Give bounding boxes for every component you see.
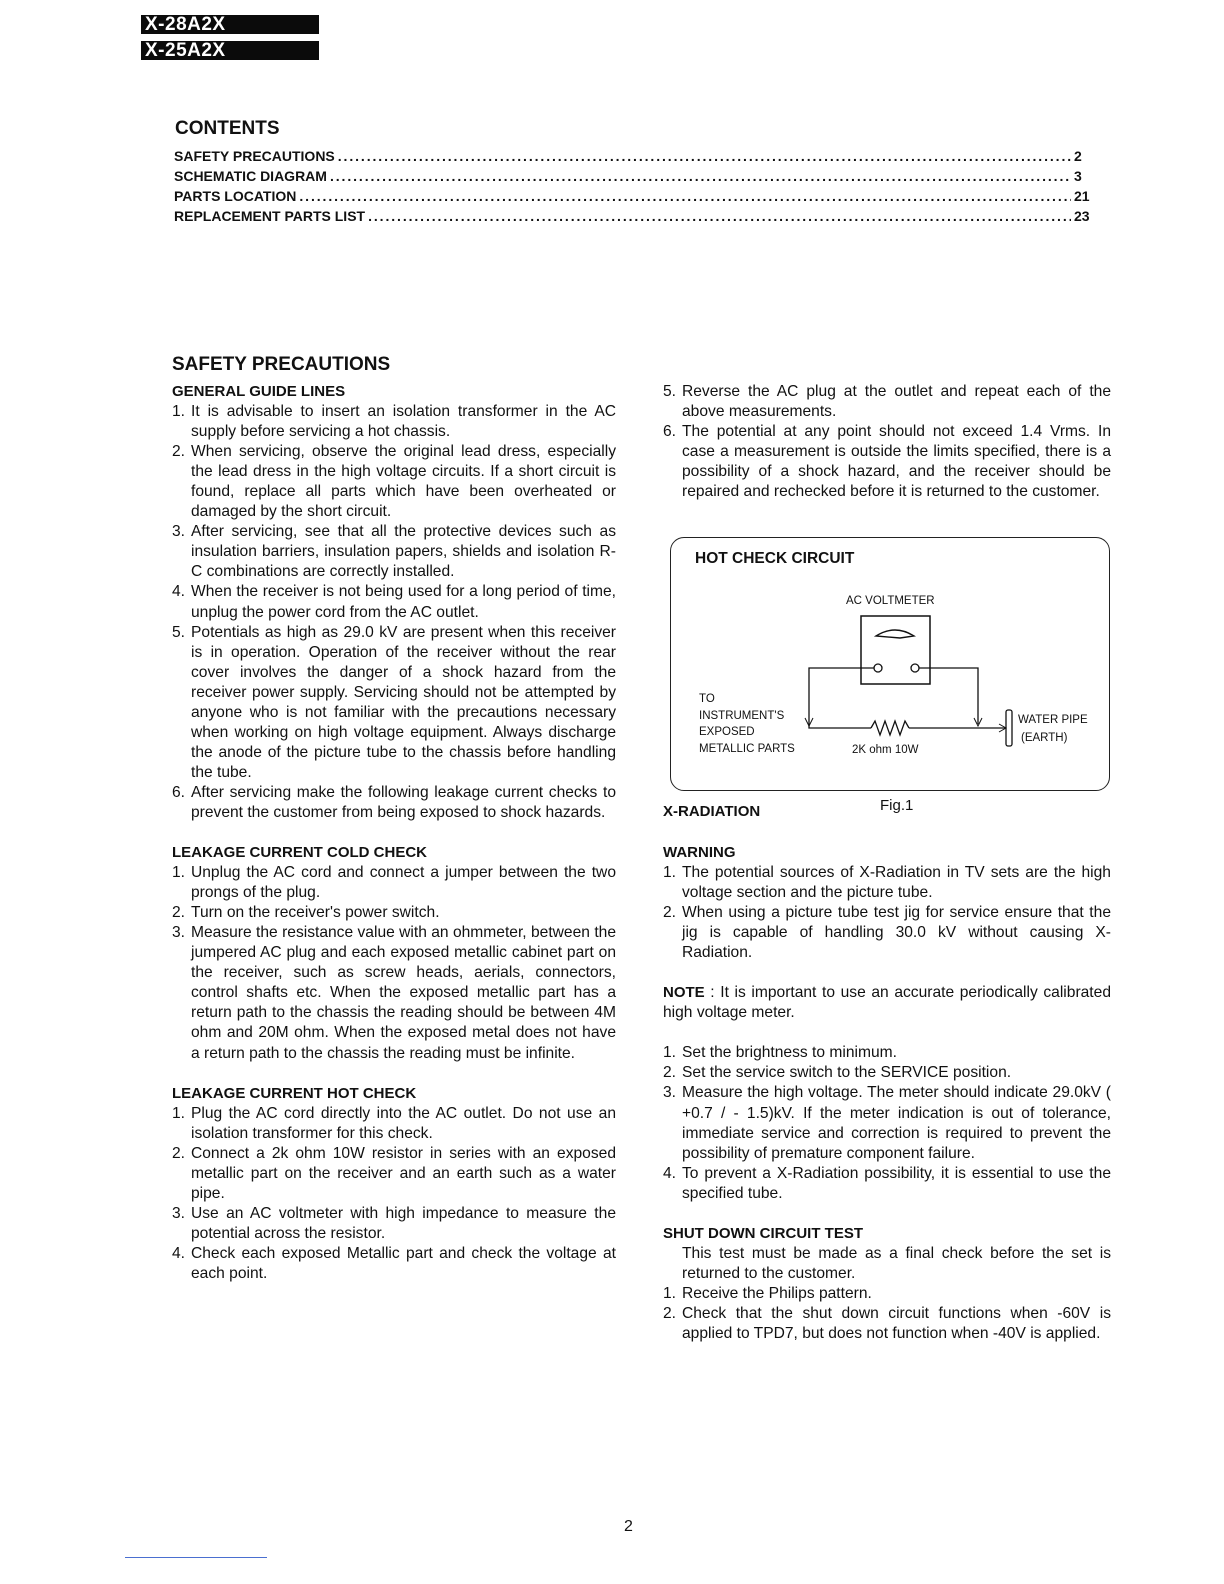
item-number: 4. xyxy=(172,1244,186,1262)
voltmeter-label: AC VOLTMETER xyxy=(846,595,935,607)
item-number: 3. xyxy=(663,1084,677,1102)
item-number: 1. xyxy=(663,1044,677,1062)
item-text: Set the brightness to minimum. xyxy=(682,1044,897,1062)
note-label: NOTE xyxy=(663,984,705,1002)
item-number: 6. xyxy=(663,423,677,441)
to-label: EXPOSED xyxy=(699,726,755,738)
general-guidelines-list xyxy=(172,402,616,823)
water-pipe-label: WATER PIPE xyxy=(1018,714,1088,726)
list-item xyxy=(172,402,616,442)
item-number: 5. xyxy=(663,383,677,400)
page-number: 2 xyxy=(624,1518,633,1535)
resistor-label: 2K ohm 10W xyxy=(852,744,919,756)
list-item xyxy=(663,1284,1111,1304)
hot-check-heading: LEAKAGE CURRENT HOT CHECK xyxy=(172,1084,417,1102)
toc-entry[interactable] xyxy=(174,166,1094,186)
item-text: Connect a 2k ohm 10W resistor in series with an exposed metallic part on the receiver and an earth such as a water pipe. xyxy=(191,1144,616,1202)
item-text: Check that the shut down circuit functions when -60V is applied to TPD7, but does not function when -40V is applied. xyxy=(682,1304,1111,1342)
list-item xyxy=(663,422,1111,502)
to-label: METALLIC PARTS xyxy=(699,743,795,755)
item-text: Use an AC voltmeter with high impedance to measure the potential across the resistor. xyxy=(191,1204,616,1242)
general-guidelines-heading: GENERAL GUIDE LINES xyxy=(172,383,346,400)
toc-leader-dots xyxy=(368,206,1071,226)
item-text: After servicing, see that all the protective devices such as insulation barriers, insulation papers, shields and isolation R-C combinations are correctly installed. xyxy=(191,523,616,581)
item-text: When using a picture tube test jig for service ensure that the jig is capable of handling 30.0 kV without causing X-Radiation. xyxy=(682,904,1111,962)
item-number: 2. xyxy=(172,1144,186,1162)
item-number: 2. xyxy=(663,1064,677,1082)
item-number: 2. xyxy=(663,904,677,922)
wire xyxy=(809,724,871,728)
item-text: Reverse the AC plug at the outlet and repeat each of the above measurements. xyxy=(682,383,1111,421)
model-badge: X-25A2X xyxy=(141,41,319,60)
item-text: Measure the resistance value with an ohmmeter, between the jumpered AC plug and each exposed metallic cabinet part on the receiver, such as screw heads, aerials, connectors, control shafts etc. When the exposed metallic part has a return path to the chassis the reading should be between 4M ohm and 20M ohm. When the exposed metal does not have a return path to the chassis the reading must be infinite. xyxy=(191,924,616,1062)
item-number: 3. xyxy=(172,1204,186,1222)
item-text: Measure the high voltage. The meter should indicate 29.0kV ( +0.7 / - 1.5)kV. If the meter indication is out of tolerance, immediate service and correction is required to prevent the possibility of premature component failure. xyxy=(682,1084,1111,1162)
list-item xyxy=(172,1104,616,1144)
item-number: 3. xyxy=(172,924,186,942)
model-badge: X-28A2X xyxy=(141,15,319,34)
cold-check-list xyxy=(172,863,616,1063)
item-number: 4. xyxy=(172,583,186,601)
section-title: SAFETY PRECAUTIONS xyxy=(172,354,391,375)
note-text: : It is important to use an accurate periodically calibrated high voltage meter. xyxy=(663,984,1111,1022)
shutdown-heading: SHUT DOWN CIRCUIT TEST xyxy=(663,1224,863,1242)
list-item xyxy=(172,1144,616,1204)
item-number: 1. xyxy=(663,864,677,882)
list-item xyxy=(663,1083,1111,1163)
item-number: 1. xyxy=(663,1284,677,1302)
item-text: Unplug the AC cord and connect a jumper between the two prongs of the plug. xyxy=(191,864,616,902)
item-text: Plug the AC cord directly into the AC outlet. Do not use an isolation transformer for this check. xyxy=(191,1104,616,1142)
item-text: Receive the Philips pattern. xyxy=(682,1284,872,1302)
shutdown-list xyxy=(663,1284,1111,1344)
right-column xyxy=(663,382,1111,502)
toc-entry[interactable] xyxy=(174,146,1094,166)
wire xyxy=(919,668,978,724)
item-number: 1. xyxy=(172,864,186,882)
voltmeter-icon xyxy=(861,616,930,684)
item-text: The potential at any point should not exceed 1.4 Vrms. In case a measurement is outside the limits specified, there is a possibility of a shock hazard, and the receiver should be repaired and rechecked before it is returned to the customer. xyxy=(682,423,1111,501)
item-number: 1. xyxy=(172,403,186,421)
item-number: 2. xyxy=(663,1304,677,1322)
table-of-contents xyxy=(174,146,1094,226)
toc-entry[interactable] xyxy=(174,186,1094,206)
toc-label: PARTS LOCATION xyxy=(174,188,297,204)
list-item xyxy=(172,863,616,903)
item-number: 6. xyxy=(172,783,186,801)
hot-check-list-continued xyxy=(663,382,1111,502)
hot-check-list xyxy=(172,1104,616,1284)
item-text: Turn on the receiver's power switch. xyxy=(191,904,440,922)
list-item xyxy=(172,1204,616,1244)
list-item xyxy=(172,923,616,1063)
toc-leader-dots xyxy=(299,186,1071,206)
item-number: 2. xyxy=(172,443,186,461)
item-number: 3. xyxy=(172,523,186,541)
list-item xyxy=(172,1244,616,1284)
figure-caption: Fig.1 xyxy=(880,797,914,814)
toc-leader-dots xyxy=(330,166,1071,186)
item-text: It is advisable to insert an isolation transformer in the AC supply before servicing a hot chassis. xyxy=(191,403,616,441)
item-text: Potentials as high as 29.0 kV are present when this receiver is in operation. Operation of the receiver without the rear cover involves the danger of a shock hazard from the receiver power supply. Servicing should not be attempted by anyone who is not familiar with the precautions necessary when working on high voltage equipment. Always discharge the anode of the picture tube to the chassis before handling the tube. xyxy=(191,623,616,781)
resistor-icon xyxy=(871,721,909,735)
list-item xyxy=(172,522,616,582)
item-text: When servicing, observe the original lead dress, especially the lead dress in the high voltage circuits. If a short circuit is found, replace all parts which have been overheated or damaged by the short circuit. xyxy=(191,443,616,521)
warning-heading: WARNING xyxy=(663,844,736,861)
item-text: When the receiver is not being used for a long period of time, unplug the power cord from the AC outlet. xyxy=(191,583,616,621)
earth-label: (EARTH) xyxy=(1021,732,1068,744)
toc-label: SCHEMATIC DIAGRAM xyxy=(174,168,327,184)
meter-needle-icon xyxy=(876,630,914,638)
item-number: 5. xyxy=(172,623,186,641)
list-item xyxy=(663,903,1111,963)
list-item xyxy=(663,382,1111,422)
toc-page: 3 xyxy=(1074,168,1082,184)
list-item xyxy=(663,1164,1111,1204)
toc-label: REPLACEMENT PARTS LIST xyxy=(174,208,366,224)
toc-leader-dots xyxy=(338,146,1071,166)
warning-list xyxy=(663,863,1111,963)
hot-check-circuit-figure xyxy=(670,537,1110,791)
toc-page: 21 xyxy=(1074,188,1090,204)
item-text: After servicing make the following leakage current checks to prevent the customer from being exposed to shock hazards. xyxy=(191,783,616,821)
xradiation-heading: X-RADIATION xyxy=(663,803,761,820)
toc-entry[interactable] xyxy=(174,206,1094,226)
footer-divider xyxy=(125,1557,267,1558)
shutdown-intro: This test must be made as a final check before the set is returned to the customer. xyxy=(682,1244,1111,1282)
wire xyxy=(809,668,874,724)
left-column xyxy=(172,382,616,1284)
terminal-icon xyxy=(911,664,919,672)
to-label: TO xyxy=(699,693,715,705)
list-item xyxy=(172,783,616,823)
list-item xyxy=(172,442,616,522)
item-text: The potential sources of X-Radiation in TV sets are the high voltage section and the picture tube. xyxy=(682,864,1111,902)
xradiation-steps xyxy=(663,1043,1111,1203)
list-item xyxy=(663,863,1111,903)
toc-page: 2 xyxy=(1074,148,1082,164)
toc-page: 23 xyxy=(1074,208,1090,224)
item-text: Check each exposed Metallic part and check the voltage at each point. xyxy=(191,1244,616,1282)
list-item xyxy=(663,1043,1111,1063)
item-number: 4. xyxy=(663,1164,677,1182)
item-number: 2. xyxy=(172,904,186,922)
figure-title: HOT CHECK CIRCUIT xyxy=(695,550,855,567)
right-column-lower xyxy=(663,843,1111,1344)
list-item xyxy=(172,903,616,923)
toc-label: SAFETY PRECAUTIONS xyxy=(174,148,335,164)
list-item xyxy=(663,1304,1111,1344)
list-item xyxy=(172,623,616,783)
list-item xyxy=(172,582,616,622)
to-label: INSTRUMENT'S xyxy=(699,710,785,722)
list-item xyxy=(663,1063,1111,1083)
terminal-icon xyxy=(874,664,882,672)
item-text: To prevent a X-Radiation possibility, it is essential to use the specified tube. xyxy=(682,1164,1111,1202)
item-number: 1. xyxy=(172,1104,186,1122)
cold-check-heading: LEAKAGE CURRENT COLD CHECK xyxy=(172,844,427,862)
contents-title: CONTENTS xyxy=(175,118,280,139)
note xyxy=(663,983,1111,1023)
item-text: Set the service switch to the SERVICE position. xyxy=(682,1064,1012,1082)
